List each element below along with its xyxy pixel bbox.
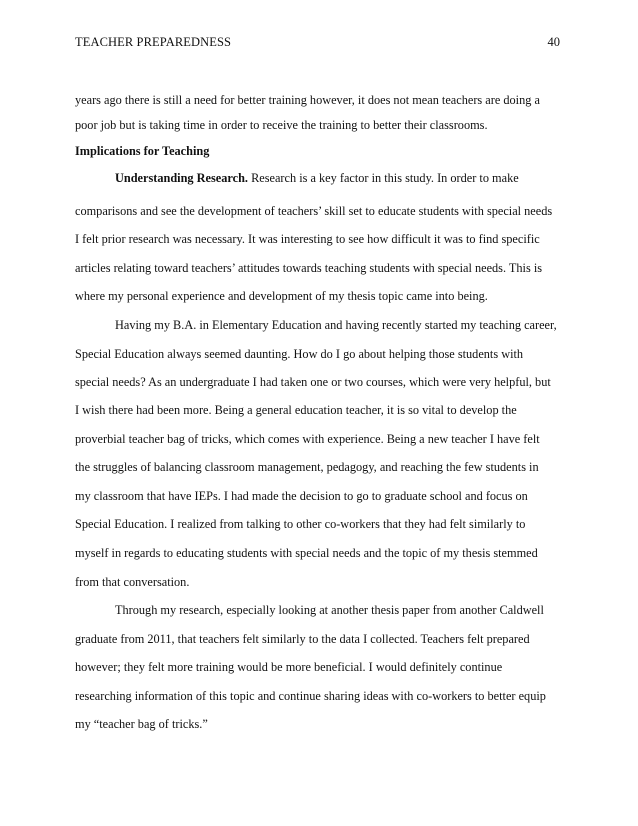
text-line: myself in regards to educating students with special needs and the topic of my thesis stemmed xyxy=(75,546,538,560)
text-line: the struggles of balancing classroom management, pedagogy, and reaching the few students in xyxy=(75,460,539,474)
text-line: years ago there is still a need for better training however, it does not mean teachers are doing a xyxy=(75,93,540,107)
subheading: Understanding Research. xyxy=(115,171,248,185)
text-line: my “teacher bag of tricks.” xyxy=(75,717,208,731)
text-line: poor job but is taking time in order to receive the training to better their classrooms. xyxy=(75,118,488,132)
text-line: where my personal experience and development of my thesis topic came into being. xyxy=(75,289,488,303)
running-head: TEACHER PREPAREDNESS xyxy=(75,35,232,49)
text-line: Having my B.A. in Elementary Education and having recently started my teaching career, xyxy=(115,318,557,332)
text-line: comparisons and see the development of teachers’ skill set to educate students with special needs xyxy=(75,204,553,218)
text-line: Special Education always seemed daunting. How do I go about helping those students with xyxy=(75,347,524,361)
text-line: special needs? As an undergraduate I had taken one or two courses, which were very helpful, but xyxy=(75,375,551,389)
text-line: Through my research, especially looking at another thesis paper from another Caldwell xyxy=(115,603,544,617)
page-number: 40 xyxy=(547,35,560,49)
text-line: Special Education. I realized from talking to other co-workers that they had felt similarly to xyxy=(75,517,526,531)
text-line: I wish there had been more. Being a general education teacher, it is so vital to develop the xyxy=(75,403,517,417)
section-heading: Implications for Teaching xyxy=(75,144,210,158)
text-line: I felt prior research was necessary. It was interesting to see how difficult it was to find specific xyxy=(75,232,540,246)
paragraph-first-line xyxy=(115,170,519,186)
text-line: graduate from 2011, that teachers felt similarly to the data I collected. Teachers felt prepared xyxy=(75,632,530,646)
text-line: my classroom that have IEPs. I had made the decision to go to graduate school and focus on xyxy=(75,489,528,503)
text-line: proverbial teacher bag of tricks, which comes with experience. Being a new teacher I have felt xyxy=(75,432,540,446)
text-line: articles relating toward teachers’ attitudes towards teaching students with special needs. This is xyxy=(75,261,543,275)
text-line: however; they felt more training would be more beneficial. I would definitely continue xyxy=(75,660,503,674)
subheading-continuation: Research is a key factor in this study. In order to make xyxy=(248,171,519,185)
text-line: researching information of this topic and continue sharing ideas with co-workers to better equip xyxy=(75,689,546,703)
text-line: from that conversation. xyxy=(75,575,190,589)
